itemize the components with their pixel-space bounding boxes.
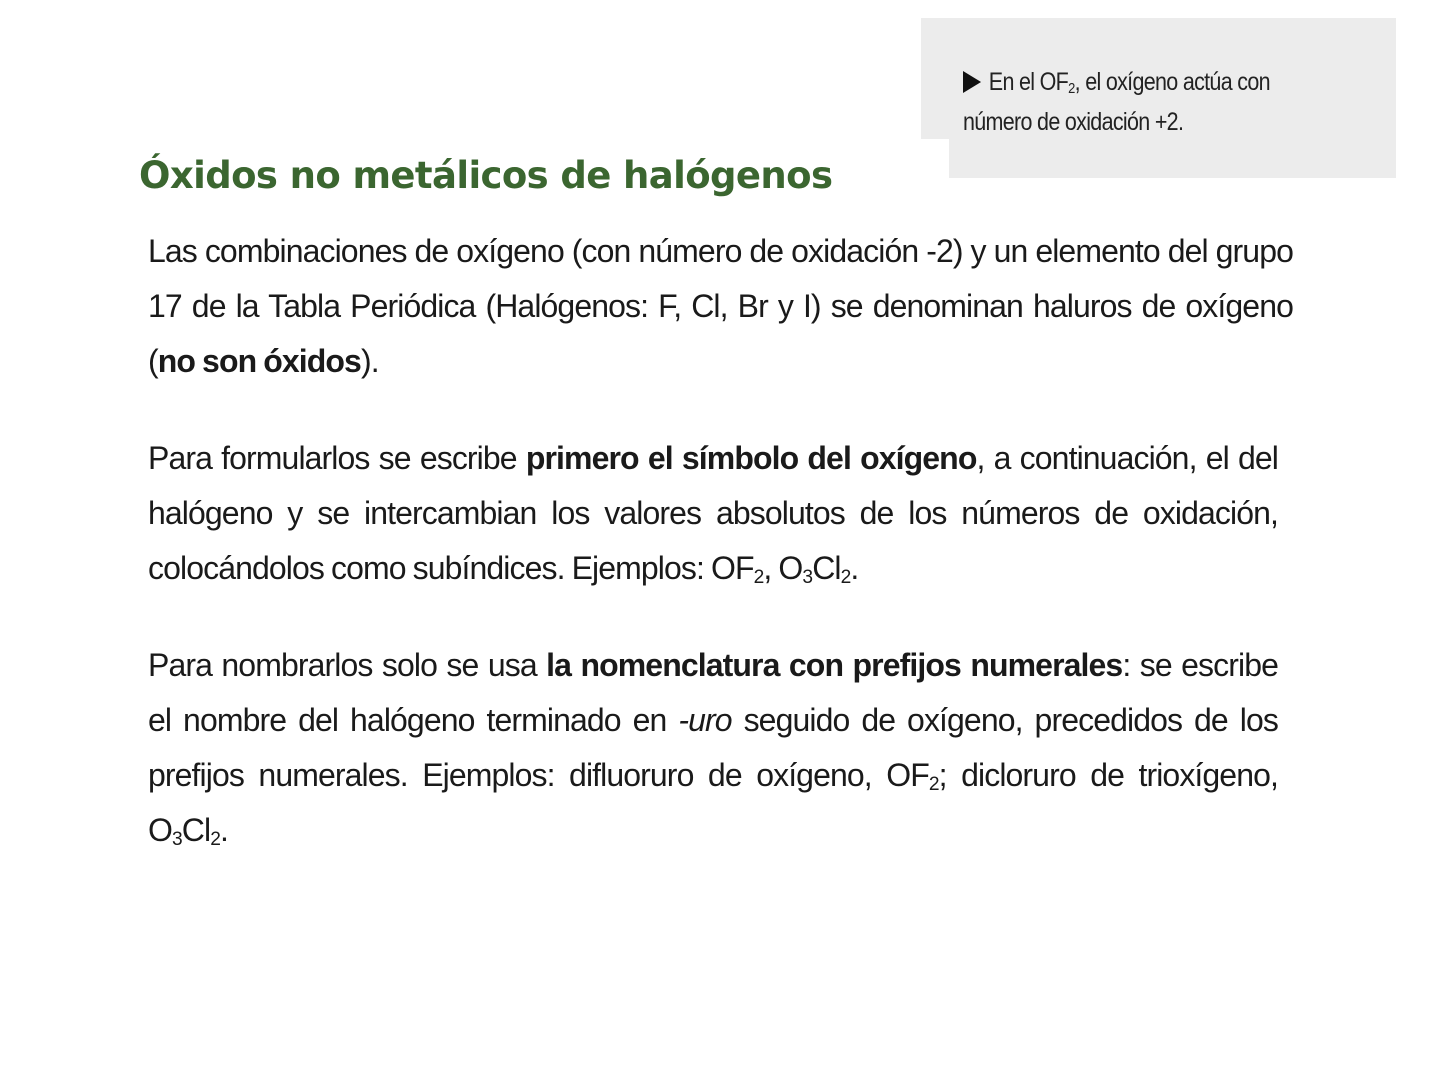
formula-symbol: OF [711, 550, 754, 586]
formula-o3cl2 [148, 812, 220, 848]
triangle-right-icon [963, 71, 981, 93]
formula-symbol: O [148, 812, 172, 848]
formula-symbol: O [778, 550, 803, 586]
p1-bold: no son óxidos [157, 343, 361, 379]
formula-subscript: 2 [840, 566, 851, 588]
formula-symbol: Cl [181, 812, 211, 848]
p3-text-4: ; dicloruro de trioxígeno, [938, 757, 1278, 793]
formula-of2 [886, 757, 938, 793]
page-title: Óxidos no metálicos de halógenos [139, 154, 833, 197]
body-content [148, 224, 1298, 858]
note-pre: En el OF [988, 68, 1069, 96]
side-note-text [963, 62, 1324, 142]
p2-text-1: Para formularlos se escribe [148, 440, 526, 476]
formula-subscript: 2 [928, 773, 939, 795]
p2-bold: primero el símbolo del oxígeno [525, 440, 977, 476]
p1-end: ). [360, 343, 379, 379]
formula-symbol: Cl [812, 550, 841, 586]
formula-subscript: 2 [210, 828, 220, 850]
p3-text-1: Para nombrarlos solo se usa [148, 647, 547, 683]
p3-end: . [219, 812, 228, 848]
formula-of2 [711, 550, 763, 586]
p3-text-3: seguido de oxígeno, precedidos de los prefijos numerales. Ejemplos: difluoruro de oxígeno, [148, 702, 1278, 793]
paragraph-nomenclature [148, 638, 1278, 858]
p3-italic: -uro [678, 702, 732, 738]
p2-text-2: , a continuación, el del halógeno y se intercambian los valores absolutos de los números de oxidación, colocándolos como subíndices. Ejemplos: [148, 440, 1278, 586]
p3-text-2: : se escribe el nombre del halógeno terminado en [148, 647, 1278, 738]
formula-o3cl2 [778, 550, 850, 586]
formula-subscript: 3 [802, 566, 813, 588]
note-post: , el oxígeno actúa con [1074, 68, 1270, 96]
note-line-2: número de oxidación +2. [963, 108, 1184, 136]
formula-subscript: 2 [753, 566, 764, 588]
paragraph-definition [148, 224, 1293, 389]
paragraph-formulation [148, 431, 1278, 596]
formula-subscript: 3 [172, 828, 182, 850]
p1-text: Las combinaciones de oxígeno (con número de oxidación -2) y un elemento del grupo 17 de la Tabla Periódica (Halógenos: F, Cl, Br y I) se denominan haluros de oxígeno ( [148, 233, 1293, 379]
p2-separator: , [763, 550, 779, 586]
side-note [921, 18, 1396, 178]
p3-bold: la nomenclatura con prefijos numerales [546, 647, 1123, 683]
note-subscript: 2 [1068, 80, 1075, 97]
p2-end: . [850, 550, 859, 586]
formula-symbol: OF [886, 757, 929, 793]
